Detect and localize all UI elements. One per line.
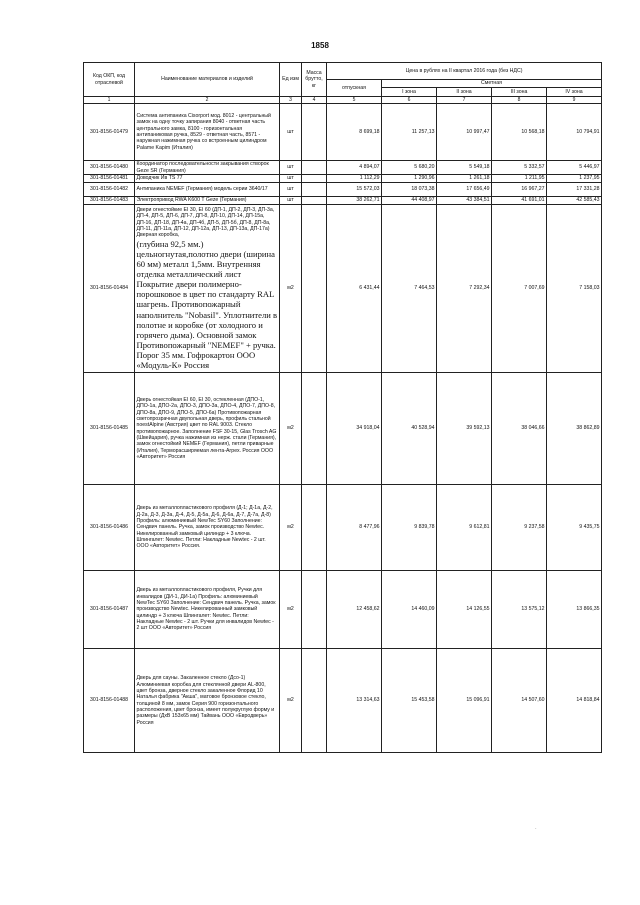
- row-zone3-price: 41 691,01: [492, 197, 547, 205]
- row-zone4-price: 13 866,35: [547, 571, 602, 649]
- row-mass: [302, 373, 327, 485]
- price-table: [83, 62, 602, 753]
- table-row: [84, 485, 602, 571]
- row-zone2-price: 9 612,81: [437, 485, 492, 571]
- row-zone1-price: 11 257,13: [382, 104, 437, 161]
- row-zone4-price: 9 435,75: [547, 485, 602, 571]
- table-row: [84, 104, 602, 161]
- row-zone1-price: 14 460,09: [382, 571, 437, 649]
- row-zone1-price: 18 073,38: [382, 183, 437, 197]
- header-smetnaya: Сметная: [382, 80, 602, 88]
- row-unit: шт: [280, 183, 302, 197]
- row-zone1-price: 7 464,53: [382, 205, 437, 373]
- row-zone1-price: 9 839,78: [382, 485, 437, 571]
- row-code: 301-8156-01483: [84, 197, 135, 205]
- row-zone3-price: 14 507,60: [492, 649, 547, 753]
- col-number: 8: [492, 97, 547, 104]
- row-release-price: 13 314,63: [327, 649, 382, 753]
- row-code: 301-8156-01484: [84, 205, 135, 373]
- row-unit: м2: [280, 571, 302, 649]
- row-name: [135, 205, 280, 373]
- row-zone2-price: 5 549,18: [437, 161, 492, 175]
- row-name: Дверь огнестойкая EI 60, EI 30, остекленная (ДПО-1, ДПО-1а, ДПО-2а, ДПО-3, ДПО-3а, ДПО-4, ДПО-7, ДПО-8, ДПО-8а, ДПО-9, ДПО-5, ДПО-6а) Противопожарная светопрозрачная двупольная дверь, профиль стальной noestAlpine (Австрия) цвет по RAL 9003. Стекло противопожарное. Заполнение FSF 30-15, Glas Trosch AG (Швейцария), ручка нажимная из нерж. стали (Германия), замок огнестойкий NEMEF (Германия), петли приварные (Италия), Терморасширяемая лента-Агрех. Россия ООО «Авторитет» Россия: [135, 373, 280, 485]
- row-zone3-price: 10 568,18: [492, 104, 547, 161]
- row-mass: [302, 197, 327, 205]
- table-row: [84, 571, 602, 649]
- row-unit: м2: [280, 373, 302, 485]
- header-code: Код ОКП, код отраслевой: [84, 63, 135, 97]
- row-zone4-price: 10 794,91: [547, 104, 602, 161]
- row-zone3-price: 13 575,12: [492, 571, 547, 649]
- table-row: [84, 175, 602, 183]
- col-number: 4: [302, 97, 327, 104]
- row-zone4-price: 14 818,84: [547, 649, 602, 753]
- row-release-price: 15 572,03: [327, 183, 382, 197]
- row-name: Доводчик Ив TS 77: [135, 175, 280, 183]
- row-name: Антипаника NEMEF (Германия) модель серии 3640/17: [135, 183, 280, 197]
- row-zone2-price: 14 126,55: [437, 571, 492, 649]
- row-zone3-price: 5 332,57: [492, 161, 547, 175]
- row-mass: [302, 649, 327, 753]
- row-zone3-price: 7 007,69: [492, 205, 547, 373]
- row-zone2-price: 7 292,34: [437, 205, 492, 373]
- page-number: 1858: [311, 41, 329, 50]
- row-zone4-price: 5 446,97: [547, 161, 602, 175]
- header-release: отпускная: [327, 80, 382, 97]
- row-name: Электропривод RWA K600 T Geze (Германия): [135, 197, 280, 205]
- header-name: Наименование материалов и изделий: [135, 63, 280, 97]
- row-zone3-price: 38 046,66: [492, 373, 547, 485]
- col-number: 1: [84, 97, 135, 104]
- row-mass: [302, 161, 327, 175]
- row-name: Дверь из металлопластикового профиля, Ручки для инвалидов (ДИ-1, ДИ-1а) Профиль: алюминиевый NewTec SY60 Заполнение: Сендвич панель. Ручка, замок производство Newtec. Никелированный замковый цилиндр + 3 ключа Шпингалет: Newtec. Петли: Накладные Newtec - 2 шт. Ручки для инвалидов Newtec - 2 шт ООО «Авторитет» Россия: [135, 571, 280, 649]
- header-mass: Масса брутто, кг: [302, 63, 327, 97]
- row-code: 301-8156-01479: [84, 104, 135, 161]
- row-zone4-price: 17 331,28: [547, 183, 602, 197]
- row-mass: [302, 571, 327, 649]
- row-code: 301-8156-01482: [84, 183, 135, 197]
- col-number: 2: [135, 97, 280, 104]
- row-zone1-price: 40 528,94: [382, 373, 437, 485]
- row-mass: [302, 485, 327, 571]
- row-release-price: 6 431,44: [327, 205, 382, 373]
- row-unit: шт: [280, 161, 302, 175]
- row-unit: м2: [280, 485, 302, 571]
- row-name-large: (глубина 92,5 мм.) цельногнутая,полотно двери (ширина 60 мм) металл 1,5мм. Внутренняя отделка металлический лист Покрытие двери полимерно-порошковое в цвет по стандарту RAL шагрень. Противопожарный наполнитель "Nobasil". Уплотнители в полотне и коробке (от холодного и горячего дыма). Основной замок Противопожарный "NEMEF" + ручка. Порог 35 мм. Гофрокартон ООО «Модуль-К» Россия: [136, 238, 278, 371]
- row-release-price: 38 262,71: [327, 197, 382, 205]
- row-release-price: 1 112,29: [327, 175, 382, 183]
- col-number: 3: [280, 97, 302, 104]
- header-zone4: IV зона: [547, 88, 602, 97]
- row-code: 301-8156-01488: [84, 649, 135, 753]
- header-zone3: III зона: [492, 88, 547, 97]
- header-zone1: I зона: [382, 88, 437, 97]
- row-unit: шт: [280, 104, 302, 161]
- row-zone2-price: 1 261,18: [437, 175, 492, 183]
- row-zone2-price: 17 656,49: [437, 183, 492, 197]
- row-unit: шт: [280, 175, 302, 183]
- table-row: [84, 197, 602, 205]
- row-unit: шт: [280, 197, 302, 205]
- row-zone3-price: 16 967,27: [492, 183, 547, 197]
- table-row: [84, 649, 602, 753]
- row-code: 301-8156-01487: [84, 571, 135, 649]
- header-zone2: II зона: [437, 88, 492, 97]
- row-zone3-price: 1 211,95: [492, 175, 547, 183]
- table-row: [84, 205, 602, 373]
- row-zone2-price: 43 384,51: [437, 197, 492, 205]
- row-zone2-price: 15 096,91: [437, 649, 492, 753]
- col-number: 7: [437, 97, 492, 104]
- col-number: 6: [382, 97, 437, 104]
- row-zone1-price: 1 290,96: [382, 175, 437, 183]
- col-number: 5: [327, 97, 382, 104]
- row-zone2-price: 39 592,13: [437, 373, 492, 485]
- row-mass: [302, 175, 327, 183]
- row-zone3-price: 9 237,58: [492, 485, 547, 571]
- row-release-price: 8 699,18: [327, 104, 382, 161]
- row-name: Дверь для сауны. Закаленное стекло (Дсо-1) Алюминиевая коробка для стеклянной двери AL-800, цвет бронза, дверное стекло закаленное Флорид 10 Наталья фабрика "Акша", матовое бронзовое стекло, толщиной 8 мм, замок Серия 900 горизонтального расположения, цвет бронза, имеет полукруглую форму и размеры (ДхВ 153х65 мм) Тайвань ООО «Евродверь» Россия: [135, 649, 280, 753]
- row-mass: [302, 104, 327, 161]
- row-unit: м2: [280, 649, 302, 753]
- row-zone4-price: 38 862,89: [547, 373, 602, 485]
- table-row: [84, 161, 602, 175]
- row-zone1-price: 15 453,58: [382, 649, 437, 753]
- row-mass: [302, 183, 327, 197]
- row-name: Дверь из металлопластикового профиля (Д-1; Д-1а, Д-2, Д-2а, Д-3, Д-3а, Д-4, Д-5, Д-5а, Д-6, Д-6а, Д-7, Д-7а, Д-8) Профиль: алюминиевый NewTec SY60 Заполнение: Сендвич панель. Ручка, замок производство Newtec. Никелированный замковый цилиндр + 3 ключа. Шпингалет: Newtec. Петли: Накладные Newtec - 2 шт. ООО «Авторитет» Россия.: [135, 485, 280, 571]
- row-zone1-price: 5 680,20: [382, 161, 437, 175]
- row-zone4-price: 42 585,43: [547, 197, 602, 205]
- row-name: Система антипаника Cisorport мод. 8012 - центральный замок на одну точку запирания 8040 - ответная часть центрального замка, 8100 - горизонтальная антипаниковая ручка, 8529 - ответная часть, 8571 - наружная нажимная ручка со встроенным цилиндром Palame Kapim (Италия): [135, 104, 280, 161]
- row-release-price: 12 458,62: [327, 571, 382, 649]
- row-code: 301-8156-01485: [84, 373, 135, 485]
- row-release-price: 4 894,07: [327, 161, 382, 175]
- row-code: 301-8156-01480: [84, 161, 135, 175]
- header-price-group: Цена в рублях на II квартал 2016 года (без НДС): [327, 63, 602, 80]
- row-release-price: 34 918,04: [327, 373, 382, 485]
- row-code: 301-8156-01481: [84, 175, 135, 183]
- row-name: Координатор последовательности закрывания створок Geze SR (Германия): [135, 161, 280, 175]
- row-code: 301-8156-01486: [84, 485, 135, 571]
- row-release-price: 8 477,96: [327, 485, 382, 571]
- row-zone1-price: 44 408,97: [382, 197, 437, 205]
- row-zone4-price: 1 237,95: [547, 175, 602, 183]
- col-number: 9: [547, 97, 602, 104]
- row-mass: [302, 205, 327, 373]
- row-zone2-price: 10 997,47: [437, 104, 492, 161]
- table-row: [84, 183, 602, 197]
- table-row: [84, 373, 602, 485]
- scan-mark: ·: [535, 826, 537, 832]
- header-unit: Ед изм: [280, 63, 302, 97]
- row-zone4-price: 7 158,03: [547, 205, 602, 373]
- row-unit: м2: [280, 205, 302, 373]
- row-name-small: Двери огнестойкие EI 30, EI 60 (ДП-1, ДП-2, ДП-3, ДП-3а, ДП-4, ДП-5, ДП-6, ДП-7, ДП-8, ДП-10, ДП-14, ДП-15а, ДП-16, ДП-18, ДП-4а, ДП-4б, ДП-5, ДП-5б, ДП-8, ДП-8а, ДП-11, ДП-11а, ДП-12, ДП-12а, ДП-13, ДП-13а, ДП-17а) Дверная коробка,: [136, 206, 275, 239]
